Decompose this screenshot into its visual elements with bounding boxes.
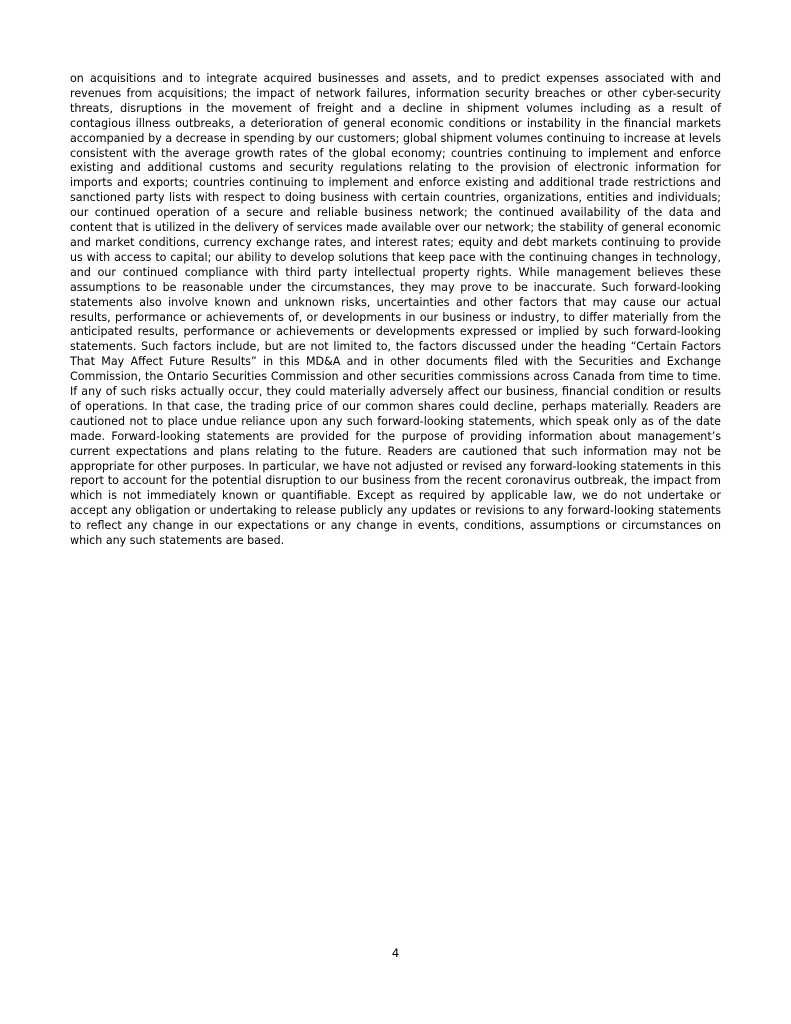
page-number: 4 xyxy=(391,946,400,960)
body-paragraph: on acquisitions and to integrate acquired businesses and assets, and to predict expenses associated with and revenues from acquisitions; the impact of network failures, information security breaches or other cyber-security threats, disruptions in the movement of freight and a decline in shipment volumes including as a result of contagious illness outbreaks, a deterioration of general economic conditions or instability in the financial markets accompanied by a decrease in spending by our customers; global shipment volumes continuing to increase at levels consistent with the average growth rates of the global economy; countries continuing to implement and enforce existing and additional customs and security regulations relating to the provision of electronic information for imports and exports; countries continuing to implement and enforce existing and additional trade restrictions and sanctioned party lists with respect to doing business with certain countries, organizations, entities and individuals; our continued operation of a secure and reliable business network; the continued availability of the data and content that is utilized in the delivery of services made available over our network; the stability of general economic and market conditions, currency exchange rates, and interest rates; equity and debt markets continuing to provide us with access to capital; our ability to develop solutions that keep pace with the continuing changes in technology, and our continued compliance with third party intellectual property rights. While management believes these assumptions to be reasonable under the circumstances, they may prove to be inaccurate. Such forward-looking statements also involve known and unknown risks, uncertainties and other factors that may cause our actual results, performance or achievements of, or developments in our business or industry, to differ materially from the anticipated results, performance or achievements or developments expressed or implied by such forward-looking statements. Such factors include, but are not limited to, the factors discussed under the heading “Certain Factors That May Affect Future Results” in this MD&A and in other documents filed with the Securities and Exchange Commission, the Ontario Securities Commission and other securities commissions across Canada from time to time. If any of such risks actually occur, they could materially adversely affect our business, financial condition or results of operations. In that case, the trading price of our common shares could decline, perhaps materially. Readers are cautioned not to place undue reliance upon any such forward-looking statements, which speak only as of the date made. Forward-looking statements are provided for the purpose of providing information about management’s current expectations and plans relating to the future. Readers are cautioned that such information may not be appropriate for other purposes. In particular, we have not adjusted or revised any forward-looking statements in this report to account for the potential disruption to our business from the recent coronavirus outbreak, the impact from which is not immediately known or quantifiable. Except as required by applicable law, we do not undertake or accept any obligation or undertaking to release publicly any updates or revisions to any forward-looking statements to reflect any change in our expectations or any change in events, conditions, assumptions or circumstances on which any such statements are based. xyxy=(70,72,721,548)
